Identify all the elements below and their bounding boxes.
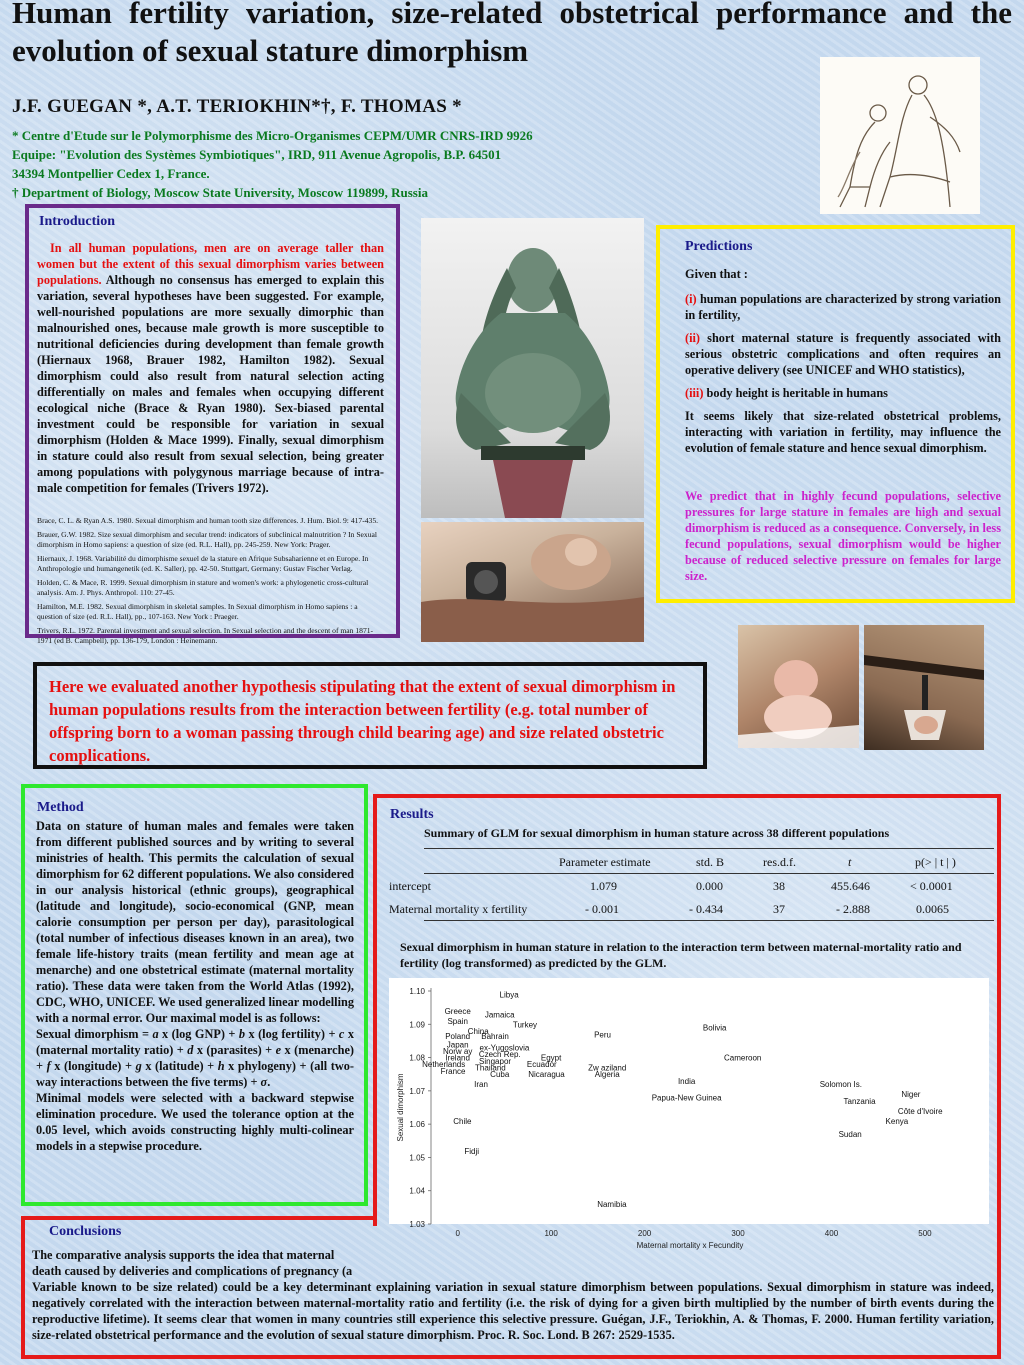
- data-point-label: Netherlands: [422, 1060, 466, 1070]
- table-header: std. B: [696, 855, 725, 869]
- prediction-statement: We predict that in highly fecund populations, selective pressures for large stature in females are high and sexual dimorphism is reduced as a consequence. Conversely, in less fecund populations, sexual dimorphism would be higher because of reduced selective pressure on females for large size.: [685, 489, 1001, 583]
- predictions-conclusion: It seems likely that size-related obstetrical problems, interacting with variation in fertility, may influence the evolution of female stature and hence sexual dimorphism.: [685, 409, 1001, 455]
- prediction-item-number: (iii): [685, 386, 704, 400]
- data-point-label: Tanzania: [843, 1096, 876, 1106]
- data-point-label: Cuba: [490, 1070, 510, 1080]
- predictions-panel: [656, 225, 1015, 603]
- data-point-label: Singapor: [479, 1056, 512, 1066]
- data-point-label: Solomon Is.: [819, 1080, 862, 1090]
- y-tick-label: 1.05: [409, 1153, 425, 1163]
- data-point-label: Nicaragua: [528, 1070, 565, 1080]
- predictions-given: Given that :: [685, 267, 748, 281]
- data-point-label: Thailand: [475, 1063, 506, 1073]
- data-point-label: Niger: [901, 1090, 921, 1100]
- table-row-label: intercept: [389, 879, 431, 893]
- data-point-label: Poland: [445, 1031, 471, 1041]
- table-cell: 0.0065: [916, 902, 949, 916]
- data-point-label: Norw ay: [443, 1046, 473, 1056]
- prediction-item: [685, 330, 1001, 378]
- x-tick-label: 0: [455, 1229, 460, 1238]
- predictions-heading: Predictions: [685, 239, 753, 254]
- method-closing: Minimal models were selected with a backward stepwise elimination procedure. We used the tolerance option at the 0.05 level, which avoids constructing highly multi-colinear models in a stepwise procedure.: [36, 1091, 354, 1153]
- introduction-heading: Introduction: [39, 214, 115, 229]
- reference-item: Hamilton, M.E. 1982. Sexual dimorphism in skeletal samples. In Sexual dimorphism in Homo sapiens : a question of size (ed. R.L. Hall), pp., 107-163. New York : Praeger.: [37, 602, 358, 621]
- method-body: Data on stature of human males and females were taken from different published sources and by writing to several ministries of health. This permits the calculation of sexual dimorphism for 62 different populations. We also considered in our analysis historical (ethnic groups), geographical (latitude and longitude), socio-economical (GNP, mean calorie consumption per person per day), parasitological (total number of infectious diseases known in an area), two female life-history traits (mean fertility and mean age at menarche) and one obstetrical estimate (maternal mortality ratio). These data were taken from the World Atlas (1992), CDC, WHO, UNICEF. We used generalized linear modelling with a normal error. Our maximal model is as follows:: [36, 819, 354, 1025]
- data-point-label: Iran: [474, 1080, 488, 1090]
- data-point-label: Sudan: [838, 1130, 862, 1140]
- data-point-label: India: [677, 1076, 696, 1086]
- x-tick-label: 300: [731, 1229, 745, 1238]
- data-point-label: Chile: [453, 1116, 472, 1126]
- coefficient: d: [187, 1043, 194, 1057]
- table-cell: 37: [773, 902, 785, 916]
- x-tick-label: 500: [918, 1229, 932, 1238]
- scatter-plot-svg: [389, 978, 989, 1250]
- coefficient: b: [238, 1027, 246, 1041]
- data-point-label: Bahrain: [481, 1031, 509, 1041]
- table-row: [389, 879, 999, 895]
- introduction-body: Although no consensus has emerged to explain this variation, several hypotheses have been suggested. For example, well-nourished populations are more sexually dimorphic than malnourished ones, because male growth is more susceptible to nutritional deficiencies during development than female growth (Hiernaux 1968, Brauer 1982, Hamilton 1982). Sexual dimorphism could also result from natural selection acting differentially on males and females when occupying different ecological niche (Brace & Ryan 1980). Sex-biased parental investment could be responsible for variation in sexual dimorphism (Holden & Mace 1999). Finally, sexual dimorphism in stature could also result from sexual selection, being greater among populations with polygynous marriage because of intra-male competition for females (Trivers 1972).: [37, 273, 384, 495]
- reference-item: Brauer, G.W. 1982. Size sexual dimorphism and secular trend: indicators of subclinical malnutrition ? In Sexual dimorphism in Homo sapiens: a question of size (ed. R.L. Hall), pp. 245-259. New York: Prager.: [37, 530, 377, 549]
- reference-item: Holden, C. & Mace, R. 1999. Sexual dimorphism in stature and women's work: a phylogenetic cross-cultural analysis. Am. J. Phys. Anthropol. 110: 27-45.: [37, 578, 369, 597]
- x-tick-label: 100: [544, 1229, 558, 1238]
- table-header: Parameter estimate: [559, 855, 651, 869]
- data-point-label: Algeria: [594, 1070, 620, 1080]
- prediction-item-number: (ii): [685, 331, 701, 345]
- x-axis-label: Maternal mortality x Fecundity: [636, 1241, 744, 1250]
- data-point-label: Cameroon: [724, 1053, 762, 1063]
- data-point-label: Ireland: [445, 1053, 470, 1063]
- conclusions-heading: Conclusions: [49, 1224, 122, 1239]
- prediction-item-number: (i): [685, 292, 697, 306]
- table-cell: - 0.001: [585, 902, 619, 916]
- table-header-row: [389, 855, 999, 871]
- introduction-panel: [25, 204, 400, 645]
- data-point-label: Spain: [447, 1016, 468, 1026]
- prediction-item: [685, 291, 1001, 323]
- conclusions-line: The comparative analysis supports the idea that maternal: [32, 1248, 335, 1262]
- coefficient: h: [217, 1059, 225, 1073]
- x-tick-label: 400: [824, 1229, 839, 1238]
- reference-item: Trivers, R.L. 1972. Parental investment and sexual selection. In Sexual selection and the descent of man 1871-1971 (ed B. Campbell), pp. 136-179, London : Heinemann.: [37, 626, 374, 645]
- affiliation-line: 34394 Montpellier Cedex 1, France.: [12, 166, 210, 181]
- prediction-item-text: human populations are characterized by strong variation in fertility,: [685, 292, 1001, 322]
- data-point-label: Côte d'Ivoire: [897, 1106, 943, 1116]
- introduction-lead: In all human populations, men are on average taller than women but the extent of this sexual dimorphism varies between populations.: [37, 241, 384, 287]
- y-tick-label: 1.06: [409, 1120, 425, 1130]
- coefficient: c: [338, 1027, 345, 1041]
- data-point-label: Namibia: [597, 1200, 627, 1210]
- newborn-photo: [738, 625, 859, 748]
- conclusions-text: Variable known to be size related) could be a key determinant explaining variation in sexual stature dimorphism between populations. Sexual dimorphism in stature was indeed, negatively correlated with the interaction between maternal-mortality ratio and fertility (i.e. the risk of dying for a given birth multiplied by the number of birth events during the reproductive lifetime). It seems clear that women in many countries still experience this selective pressure. Guégan, J.F., Teriokhin, A. & Thomas, F. 2000. Human fertility variation, size-related obstetrical performance and the evolution of sexual stature dimorphism. Proc. R. Soc. Lond. B 267: 2529-1535.: [32, 1280, 994, 1342]
- reference-item: Hiernaux, J. 1968. Variabilité du dimorphisme sexuel de la stature en Afrique Subsaharienne et en Europe. In Anthropologie und humangenetik (ed. K. Saller), pp. 42-50. Stuttgart, Germany: Gustav Fischer Verlag.: [37, 554, 369, 573]
- data-point-label: Greece: [444, 1006, 471, 1016]
- birth-photo: [421, 522, 644, 642]
- statue-photo: [421, 218, 644, 518]
- coefficient: e: [275, 1043, 282, 1057]
- table-row: [389, 902, 999, 918]
- table-header: t: [848, 855, 852, 869]
- coefficient: f: [46, 1059, 51, 1073]
- affiliation-line: * Centre d'Etude sur le Polymorphisme des Micro-Organismes CEPM/UMR CNRS-IRD 9926: [12, 128, 533, 143]
- model-formula: Sexual dimorphism = a x (log GNP) + b x (log fertility) + c x (maternal mortality ratio) + d x (parasites) + e x (menarche) + f x (longitude) + g x (latitude) + h x phylogeny) + (all two-way interactions between the five terms) + σ.: [36, 1027, 354, 1089]
- data-point-label: France: [440, 1066, 466, 1076]
- data-point-label: Czech Rep.: [478, 1050, 521, 1060]
- sigma-symbol: σ: [260, 1075, 268, 1089]
- data-point-label: Zw aziland: [588, 1063, 627, 1073]
- data-point-label: ex-Yugoslovia: [479, 1043, 530, 1053]
- method-heading: Method: [37, 800, 84, 815]
- authors: J.F. GUEGAN *, A.T. TERIOKHIN*†, F. THOMAS *: [12, 96, 462, 117]
- data-point-label: Peru: [594, 1030, 611, 1040]
- table-row-label: Maternal mortality x fertility: [389, 902, 528, 916]
- prediction-item: [685, 385, 1001, 401]
- affiliations: [12, 126, 812, 202]
- table-cell: - 0.434: [689, 902, 723, 916]
- table-cell: 1.079: [590, 879, 617, 893]
- hypothesis-panel: [33, 662, 707, 769]
- y-tick-label: 1.03: [409, 1220, 425, 1229]
- table-caption: Summary of GLM for sexual dimorphism in human stature across 38 different populations: [424, 826, 890, 840]
- references-list: [37, 516, 384, 650]
- hypothesis-text: Here we evaluated another hypothesis stipulating that the extent of sexual dimorphism in human populations results from the interaction between fertility (e.g. total number of offspring born to a woman passing through child bearing age) and size related obstetric complications.: [49, 677, 676, 765]
- data-point-label: Papua-New Guinea: [651, 1093, 722, 1103]
- y-axis-label: Sexual dimorphism: [396, 1073, 405, 1142]
- table-cell: 0.000: [696, 879, 723, 893]
- data-point-label: China: [467, 1026, 489, 1036]
- figure-caption: Sexual dimorphism in human stature in relation to the interaction term between maternal-mortality ratio and fertility (log transformed) as predicted by the GLM.: [400, 940, 962, 970]
- y-tick-label: 1.10: [409, 987, 425, 996]
- prediction-item-text: body height is heritable in humans: [703, 386, 888, 400]
- table-cell: 455.646: [831, 879, 870, 893]
- data-point-label: Bolivia: [702, 1023, 727, 1033]
- data-point-label: Fidji: [464, 1146, 480, 1156]
- table-header: res.d.f.: [763, 855, 796, 869]
- scatter-chart: [389, 978, 989, 1250]
- coefficient: g: [135, 1059, 142, 1073]
- poster-title: Human fertility variation, size-related obstetrical performance and the evolution of sexual stature dimorphism: [12, 0, 1012, 68]
- table-cell: 38: [773, 879, 785, 893]
- data-point-label: Ecuador: [526, 1060, 557, 1070]
- y-tick-label: 1.07: [409, 1086, 425, 1096]
- y-tick-label: 1.09: [409, 1020, 425, 1030]
- x-tick-label: 200: [637, 1229, 652, 1238]
- reference-item: Brace, C. L. & Ryan A.S. 1980. Sexual dimorphism and human tooth size differences. J. Hum. Biol. 9: 417-435.: [37, 516, 379, 525]
- table-header: p(> | t | ): [915, 855, 956, 869]
- method-panel: [21, 784, 368, 1206]
- results-heading: Results: [390, 807, 434, 822]
- data-point-label: Japan: [446, 1040, 469, 1050]
- data-point-label: Egypt: [540, 1053, 562, 1063]
- y-tick-label: 1.08: [409, 1053, 425, 1063]
- method-text: [36, 818, 354, 1154]
- data-point-label: Kenya: [885, 1116, 909, 1126]
- coefficient: a: [152, 1027, 159, 1041]
- conclusions-panel: [21, 1216, 1001, 1359]
- table-cell: - 2.888: [836, 902, 870, 916]
- affiliation-line: † Department of Biology, Moscow State University, Moscow 119899, Russia: [12, 185, 428, 200]
- y-tick-label: 1.04: [409, 1186, 425, 1196]
- sketch-illustration: [820, 57, 980, 214]
- baby-weighing-photo: [864, 625, 984, 750]
- prediction-item-text: short maternal stature is frequently associated with serious obstetric complications and often requires an operative delivery (see UNICEF and WHO statistics),: [685, 331, 1001, 377]
- conclusions-line: death caused by deliveries and complications of pregnancy (a: [32, 1264, 353, 1278]
- table-cell: < 0.0001: [910, 879, 953, 893]
- data-point-label: Libya: [499, 990, 519, 1000]
- data-point-label: Jamaica: [484, 1010, 515, 1020]
- data-point-label: Turkey: [512, 1020, 538, 1030]
- affiliation-line: Equipe: "Evolution des Systèmes Symbiotiques", IRD, 911 Avenue Agropolis, B.P. 64501: [12, 147, 502, 162]
- predictions-text: [685, 266, 1001, 584]
- introduction-text: [37, 240, 384, 496]
